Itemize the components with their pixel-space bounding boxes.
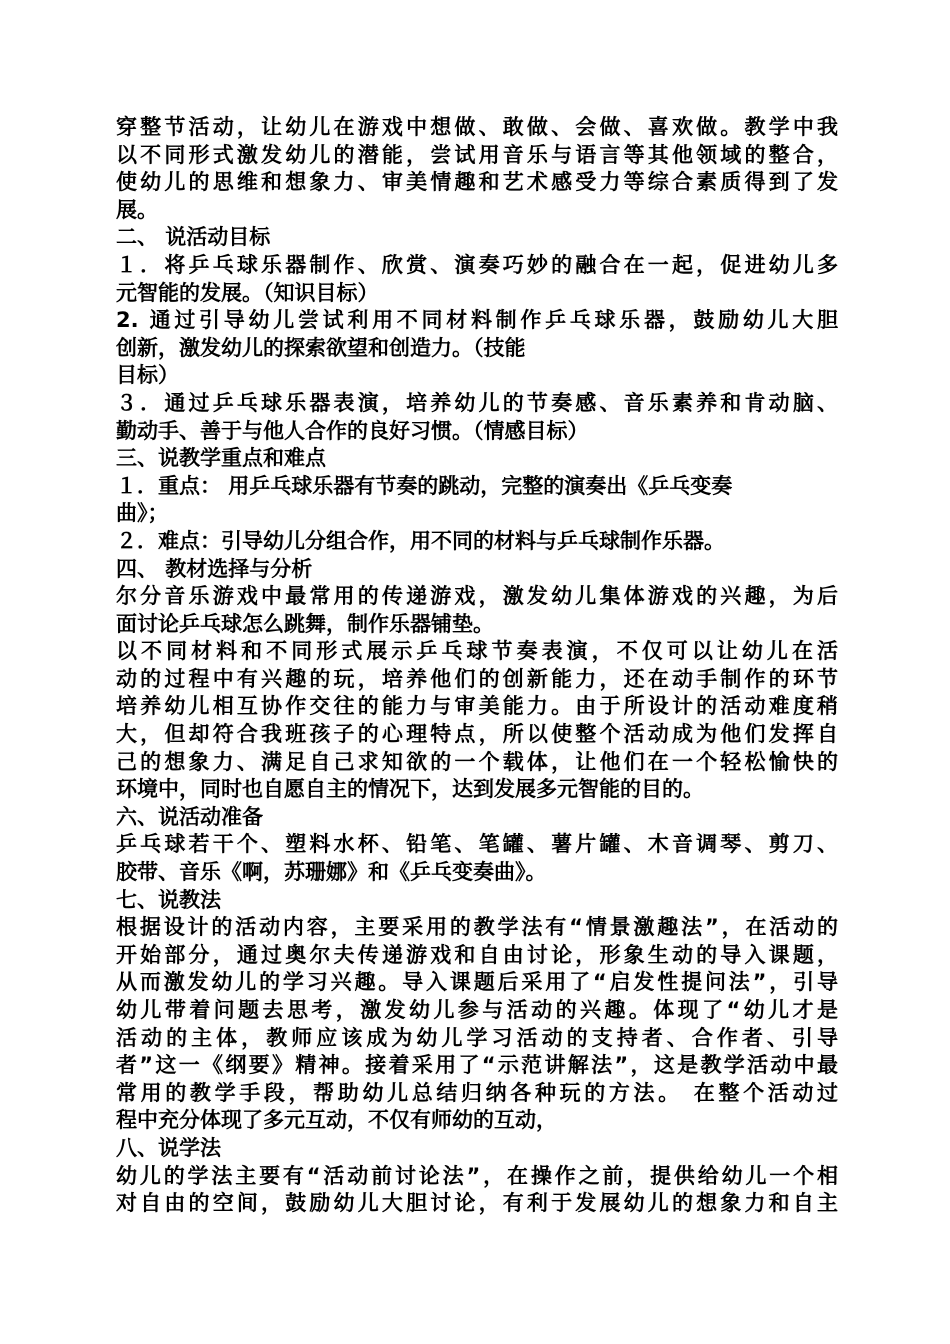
text-line: 以不同材料和不同形式展示乒乓球节奏表演，不仅可以让幼儿在活 (116, 639, 838, 664)
section-heading: 四、 教材选择与分析 (116, 556, 313, 581)
text-line: １．重点： 用乒乓球乐器有节奏的跳动，完整的演奏出《乒乓变奏 (116, 473, 733, 498)
text-line: 展。 (116, 197, 158, 222)
text-line: 以不同形式激发幼儿的潜能，尝试用音乐与语言等其他领域的整合， (116, 142, 838, 167)
section-heading: 二、 说活动目标 (116, 225, 271, 250)
text-line: 元智能的发展。（知识目标） (116, 280, 379, 305)
text-line: ２．难点：引导幼儿分组合作，用不同的材料与乒乓球制作乐器。 (116, 528, 725, 553)
text-line: 曲》； (116, 501, 169, 526)
text-line: 使幼儿的思维和想象力、审美情趣和艺术感受力等综合素质得到了发 (116, 170, 838, 195)
text-line: 目标） (116, 363, 179, 388)
text-line: 根据设计的活动内容，主要采用的教学法有“情景激趣法”，在活动的 (116, 915, 838, 940)
section-heading: 七、说教法 (116, 887, 221, 912)
text-line: 从而激发幼儿的学习兴趣。导入课题后采用了“启发性提问法”，引导 (116, 970, 838, 995)
text-line: 对自由的空间，鼓励幼儿大胆讨论，有利于发展幼儿的想象力和自主 (116, 1191, 838, 1216)
text-line: 者”这一《纲要》精神。接着采用了“示范讲解法”，这是教学活动中最 (116, 1053, 838, 1078)
text-line: 乒乓球若干个、塑料水杯、铅笔、笔罐、薯片罐、木音调琴、剪刀、 (116, 832, 838, 857)
text-line: 环境中，同时也自愿自主的情况下，达到发展多元智能的目的。 (116, 777, 704, 802)
text-line: ３．通过乒乓球乐器表演，培养幼儿的节奏感、音乐素养和肯动脑、 (116, 390, 838, 415)
text-line: 培养幼儿相互协作交往的能力与审美能力。由于所设计的活动难度稍 (116, 694, 838, 719)
text-line: 己的想象力、满足自己求知欲的一个载体，让他们在一个轻松愉快的 (116, 749, 838, 774)
text-line: 勤动手、善于与他人合作的良好习惯。（情感目标） (116, 418, 589, 443)
text-line: 创新，激发幼儿的探索欲望和创造力。（技能 (116, 335, 526, 360)
text-line: 幼儿带着问题去思考，激发幼儿参与活动的兴趣。体现了“幼儿才是 (116, 998, 838, 1022)
text-line: 活动的主体，教师应该成为幼儿学习活动的支持者、合作者、引导 (116, 1025, 838, 1050)
text-line: 胶带、音乐《啊，苏珊娜》和《乒乓变奏曲》。 (116, 860, 547, 885)
text-line: 2. 通过引导幼儿尝试利用不同材料制作乒乓球乐器，鼓励幼儿大胆 (116, 308, 838, 333)
text-line: 程中充分体现了多元互动，不仅有师幼的互动， (116, 1108, 557, 1133)
section-heading: 三、说教学重点和难点 (116, 446, 326, 471)
document-page (116, 114, 838, 1218)
text-line: 常用的教学手段，帮助幼儿总结归纳各种玩的方法。 在整个活动过 (116, 1080, 838, 1105)
section-heading: 八、说学法 (116, 1135, 221, 1160)
text-line: 面讨论乒乓球怎么跳舞，制作乐器铺垫。 (116, 611, 494, 636)
section-heading: 六、说活动准备 (116, 804, 263, 829)
text-line: 动的过程中有兴趣的玩，培养他们的创新能力，还在动手制作的环节 (116, 666, 838, 691)
text-line: 大，但却符合我班孩子的心理特点，所以使整个活动成为他们发挥自 (116, 722, 838, 747)
text-line: 开始部分，通过奥尔夫传递游戏和自由讨论，形象生动的导入课题， (116, 942, 838, 967)
text-line: 穿整节活动，让幼儿在游戏中想做、敢做、会做、喜欢做。教学中我 (116, 115, 838, 139)
text-line: 幼儿的学法主要有“活动前讨论法”，在操作之前，提供给幼儿一个相 (116, 1163, 838, 1188)
text-line: １．将乒乓球乐器制作、欣赏、演奏巧妙的融合在一起，促进幼儿多 (116, 252, 838, 277)
text-line: 尔分音乐游戏中最常用的传递游戏，激发幼儿集体游戏的兴趣，为后 (116, 584, 838, 609)
